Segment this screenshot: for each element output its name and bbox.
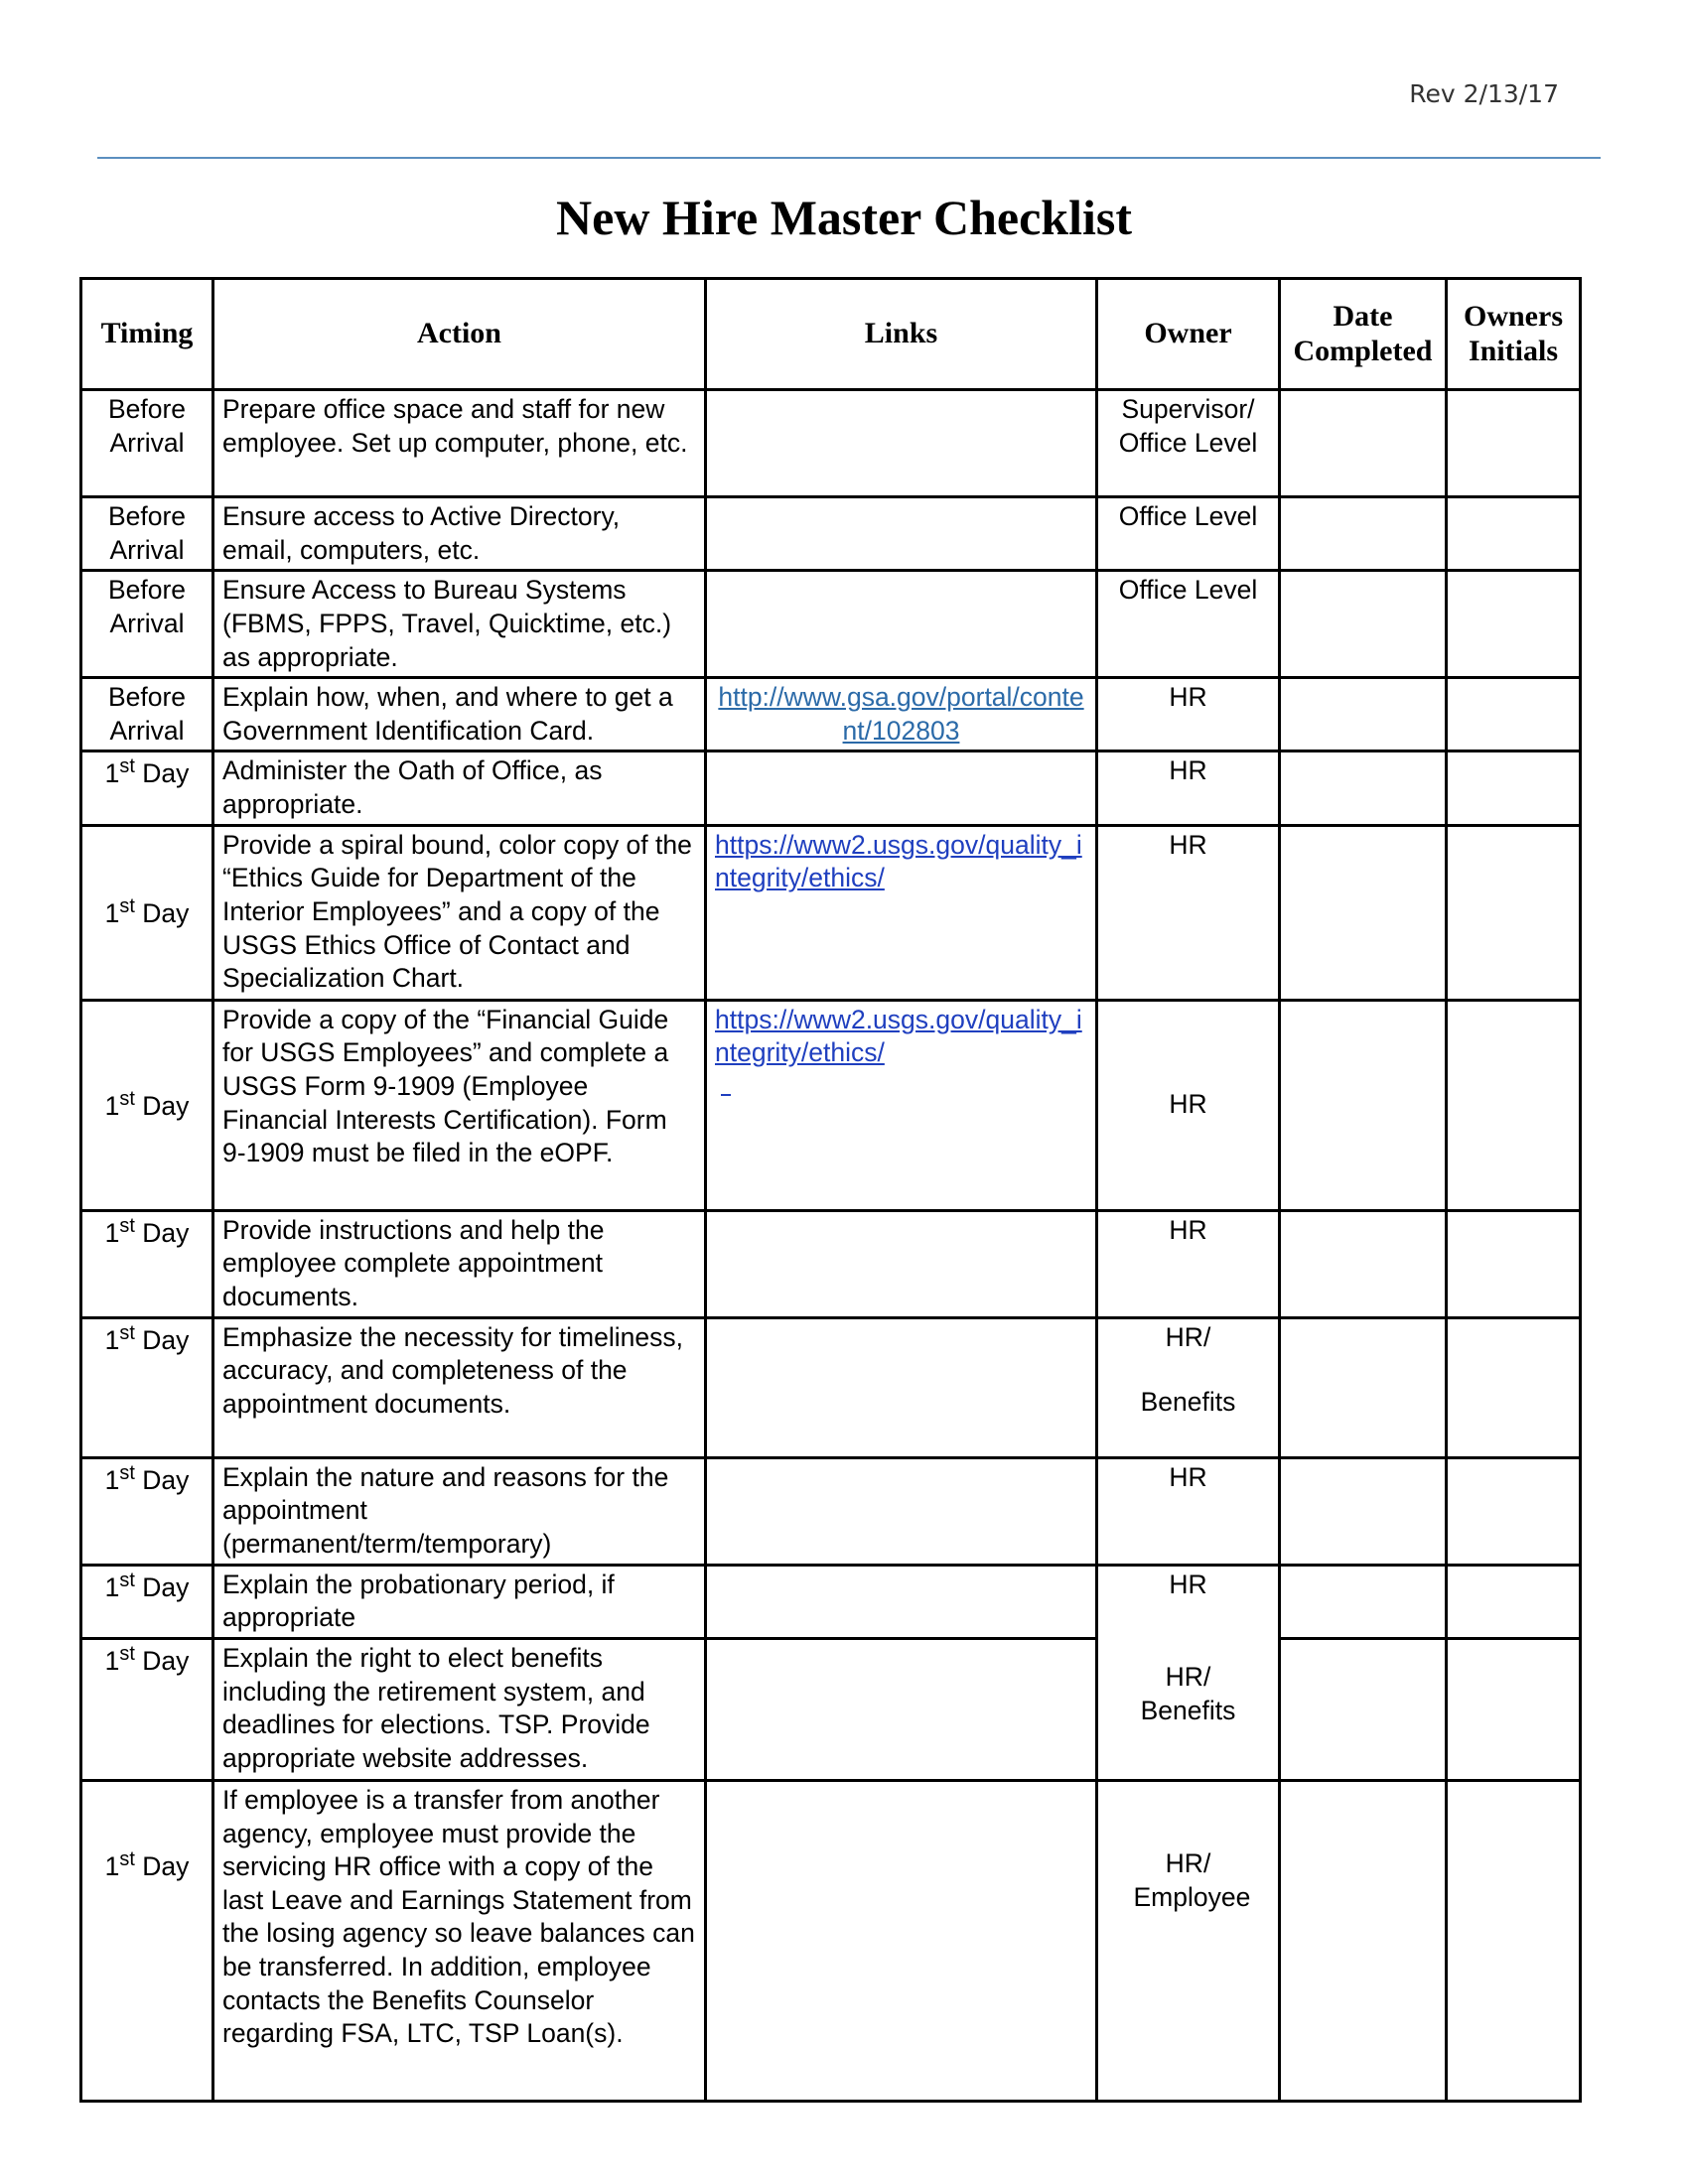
owners-initials-cell[interactable]	[1447, 1780, 1581, 2101]
date-completed-cell[interactable]	[1280, 1565, 1447, 1638]
date-completed-cell[interactable]	[1280, 1210, 1447, 1317]
links-cell	[706, 825, 1097, 1000]
timing-cell	[81, 1317, 213, 1457]
owner-cell: Supervisor/ Office Level	[1097, 390, 1280, 497]
table-row	[81, 497, 1581, 571]
links-cell	[706, 751, 1097, 825]
table-row	[81, 1565, 1581, 1638]
timing-suffix: st	[119, 1214, 135, 1237]
owners-initials-cell[interactable]	[1447, 497, 1581, 571]
timing-cell	[81, 1565, 213, 1638]
date-completed-cell[interactable]	[1280, 497, 1447, 571]
owner-cell: Office Level	[1097, 497, 1280, 571]
table-row	[81, 1638, 1581, 1780]
owner-cell: Office Level	[1097, 571, 1280, 678]
timing-suffix: st	[119, 895, 135, 918]
links-cell	[706, 1565, 1097, 1638]
owners-initials-cell[interactable]	[1447, 1000, 1581, 1210]
date-completed-cell[interactable]	[1280, 825, 1447, 1000]
links-cell	[706, 1317, 1097, 1457]
table-row	[81, 678, 1581, 751]
timing-day: Day	[142, 1645, 190, 1676]
links-cell	[706, 1457, 1097, 1565]
links-cell	[706, 678, 1097, 751]
action-cell: Explain how, when, and where to get a Government Identification Card.	[213, 678, 706, 751]
owner-line: HR	[1169, 1569, 1207, 1599]
timing-day: Day	[142, 758, 190, 789]
owners-initials-cell[interactable]	[1447, 825, 1581, 1000]
links-cell	[706, 1780, 1097, 2101]
owner-cell: HR	[1097, 1457, 1280, 1565]
timing-cell: Before Arrival	[81, 571, 213, 678]
date-completed-cell[interactable]	[1280, 390, 1447, 497]
revision-date: Rev 2/13/17	[1409, 79, 1559, 108]
timing-cell	[81, 1638, 213, 1780]
financial-guide-link[interactable]: https://www2.usgs.gov/quality_integrity/ethics/	[715, 1004, 1082, 1068]
action-cell: Provide a copy of the “Financial Guide for USGS Employees” and complete a USGS Form 9-1909 (Employee Financial Interests Certification). Form 9-1909 must be filed in the eOPF.	[213, 1000, 706, 1210]
action-cell: Ensure access to Active Directory, email, computers, etc.	[213, 497, 706, 571]
timing-number: 1	[104, 758, 120, 789]
header-timing: Timing	[81, 279, 213, 390]
header-date-completed: Date Completed	[1280, 279, 1447, 390]
timing-cell	[81, 751, 213, 825]
timing-suffix: st	[119, 1088, 135, 1111]
date-completed-cell[interactable]	[1280, 678, 1447, 751]
header-links: Links	[706, 279, 1097, 390]
owners-initials-cell[interactable]	[1447, 1457, 1581, 1565]
timing-cell	[81, 1210, 213, 1317]
date-completed-cell[interactable]	[1280, 1457, 1447, 1565]
timing-day: Day	[142, 1850, 190, 1881]
action-cell: Explain the nature and reasons for the appointment (permanent/term/temporary)	[213, 1457, 706, 1565]
owners-initials-cell[interactable]	[1447, 1210, 1581, 1317]
date-completed-cell[interactable]	[1280, 1000, 1447, 1210]
action-cell: Explain the probationary period, if appropriate	[213, 1565, 706, 1638]
links-cell	[706, 1000, 1097, 1210]
owner-cell	[1097, 1565, 1280, 1780]
header-action: Action	[213, 279, 706, 390]
timing-number: 1	[104, 1217, 120, 1248]
action-cell: Provide a spiral bound, color copy of the “Ethics Guide for Department of the Interior Employees” and a copy of the USGS Ethics Office of Contact and Specialization Chart.	[213, 825, 706, 1000]
timing-cell	[81, 1457, 213, 1565]
links-cell	[706, 497, 1097, 571]
date-completed-cell[interactable]	[1280, 1780, 1447, 2101]
timing-cell: Before Arrival	[81, 390, 213, 497]
ethics-link[interactable]: https://www2.usgs.gov/quality_integrity/ethics/	[715, 829, 1082, 893]
owner-cell: HR	[1097, 678, 1280, 751]
table-row	[81, 1317, 1581, 1457]
gsa-id-card-link[interactable]: http://www.gsa.gov/portal/content/102803	[718, 682, 1084, 746]
owner-cell	[1097, 1317, 1280, 1457]
owner-cell: HR	[1097, 1000, 1280, 1210]
owner-cell	[1097, 1780, 1280, 2101]
owners-initials-cell[interactable]	[1447, 751, 1581, 825]
action-cell: Ensure Access to Bureau Systems (FBMS, FPPS, Travel, Quicktime, etc.) as appropriate.	[213, 571, 706, 678]
action-cell: If employee is a transfer from another agency, employee must provide the servicing HR office with a copy of the last Leave and Earnings Statement from the losing agency so leave balances can be transferred. In addition, employee contacts the Benefits Counselor regarding FSA, LTC, TSP Loan(s).	[213, 1780, 706, 2101]
action-cell: Prepare office space and staff for new employee. Set up computer, phone, etc.	[213, 390, 706, 497]
action-cell: Explain the right to elect benefits including the retirement system, and deadlines for elections. TSP. Provide appropriate website addresses.	[213, 1638, 706, 1780]
timing-suffix: st	[119, 755, 135, 778]
page-title: New Hire Master Checklist	[556, 190, 1132, 245]
timing-number: 1	[104, 1850, 120, 1881]
action-cell: Emphasize the necessity for timeliness, accuracy, and completeness of the appointment documents.	[213, 1317, 706, 1457]
timing-number: 1	[104, 897, 120, 928]
timing-suffix: st	[119, 1569, 135, 1591]
table-row	[81, 571, 1581, 678]
empty-link[interactable]	[721, 1080, 731, 1096]
owner-line: Benefits	[1140, 1387, 1236, 1418]
timing-suffix: st	[119, 1642, 135, 1665]
timing-cell	[81, 825, 213, 1000]
links-cell	[706, 1638, 1097, 1780]
timing-day: Day	[142, 897, 190, 928]
table-row	[81, 1457, 1581, 1565]
timing-day: Day	[142, 1571, 190, 1602]
timing-cell: Before Arrival	[81, 678, 213, 751]
table-row	[81, 390, 1581, 497]
timing-suffix: st	[119, 1847, 135, 1870]
owners-initials-cell[interactable]	[1447, 390, 1581, 497]
table-row	[81, 825, 1581, 1000]
date-completed-cell[interactable]	[1280, 751, 1447, 825]
date-completed-cell[interactable]	[1280, 1638, 1447, 1780]
owners-initials-cell[interactable]	[1447, 1317, 1581, 1457]
table-row	[81, 751, 1581, 825]
timing-number: 1	[104, 1324, 120, 1355]
timing-number: 1	[104, 1645, 120, 1676]
timing-day: Day	[142, 1324, 190, 1355]
header-divider	[97, 157, 1601, 159]
owners-initials-cell[interactable]	[1447, 1565, 1581, 1638]
owners-initials-cell[interactable]	[1447, 1638, 1581, 1780]
links-cell	[706, 390, 1097, 497]
timing-number: 1	[104, 1464, 120, 1495]
table-row	[81, 1210, 1581, 1317]
checklist-table	[79, 277, 1582, 2103]
action-cell: Administer the Oath of Office, as appropriate.	[213, 751, 706, 825]
owner-line: HR/	[1165, 1321, 1211, 1352]
timing-suffix: st	[119, 1321, 135, 1344]
timing-suffix: st	[119, 1461, 135, 1484]
owner-line: HR/ Benefits	[1140, 1662, 1236, 1725]
links-cell	[706, 571, 1097, 678]
owners-initials-cell[interactable]	[1447, 678, 1581, 751]
header-owner: Owner	[1097, 279, 1280, 390]
owner-cell: HR	[1097, 751, 1280, 825]
owner-line: HR/ Employee	[1133, 1847, 1251, 1912]
timing-day: Day	[142, 1090, 190, 1121]
timing-cell	[81, 1000, 213, 1210]
owner-cell: HR	[1097, 1210, 1280, 1317]
timing-number: 1	[104, 1090, 120, 1121]
links-cell	[706, 1210, 1097, 1317]
owner-cell: HR	[1097, 825, 1280, 1000]
timing-cell: Before Arrival	[81, 497, 213, 571]
header-owners-initials: Owners Initials	[1447, 279, 1581, 390]
timing-day: Day	[142, 1217, 190, 1248]
table-row	[81, 1780, 1581, 2101]
date-completed-cell[interactable]	[1280, 1317, 1447, 1457]
timing-number: 1	[104, 1571, 120, 1602]
table-row	[81, 1000, 1581, 1210]
date-completed-cell[interactable]	[1280, 571, 1447, 678]
timing-day: Day	[142, 1464, 190, 1495]
action-cell: Provide instructions and help the employee complete appointment documents.	[213, 1210, 706, 1317]
timing-cell	[81, 1780, 213, 2101]
owners-initials-cell[interactable]	[1447, 571, 1581, 678]
table-header-row	[81, 279, 1581, 390]
